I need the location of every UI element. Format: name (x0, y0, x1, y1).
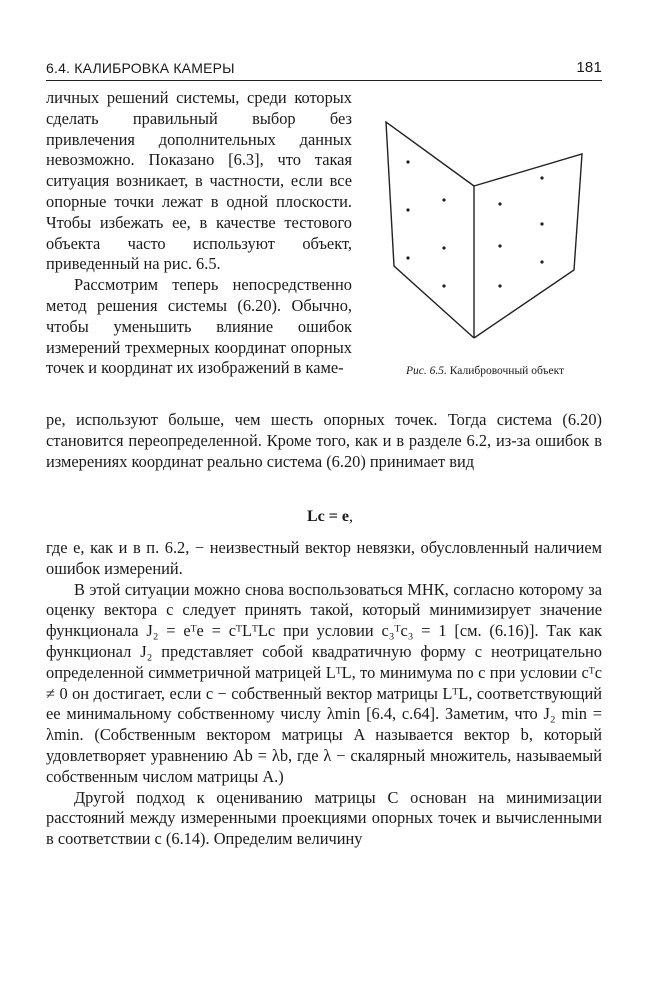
marker-dot (498, 202, 501, 205)
paragraph-1: личных решений системы, среди которых сделать правильный выбор без привлечения дополнительных данных невозможно. Показано [6.3], что такая ситуация возникает, в частности, если все опорные точки лежат в одной плоскости. Чтобы избежать ее, в качестве тестового объекта часто используют объект, приведенный на рис. 6.5. (46, 88, 352, 274)
marker-dot (406, 160, 409, 163)
equation-separator: , (349, 508, 353, 525)
marker-dot (498, 244, 501, 247)
marker-dot (442, 198, 445, 201)
figure-caption (368, 364, 602, 378)
marker-dot (406, 256, 409, 259)
equation-lc-e (0, 508, 660, 526)
figure-caption-label: Рис. 6.5. (405, 365, 447, 377)
calibration-object-figure (368, 106, 608, 356)
paragraph-2-continued-block (46, 410, 602, 472)
marker-dot (442, 284, 445, 287)
paragraph-2: Рассмотрим теперь непосредственно метод решения системы (6.20). Обычно, чтобы уменьшить влияние ошибок измерений трехмерных координат опорных точек и координат их изображений в каме- (46, 275, 352, 378)
paragraph-5: Другой подход к оцениванию матрицы C основан на минимизации расстояний между измеренными проекциями опорных точек и вычисленными в соответствии с (6.14). Определим величину (46, 787, 602, 849)
marker-dot (498, 284, 501, 287)
paragraph-3: где e, как и в п. 6.2, − неизвестный вектор невязки, обусловленный наличием ошибок измерений. (46, 538, 602, 578)
left-column (46, 88, 352, 379)
right-panel-outline (474, 154, 582, 338)
left-panel-outline (386, 122, 474, 338)
page-number: 181 (576, 59, 602, 76)
running-header (46, 58, 602, 81)
marker-dot (406, 208, 409, 211)
paragraph-2-continued: ре, используют больше, чем шесть опорных точек. Тогда система (6.20) становится переопределенной. Кроме того, как и в разделе 6.2, из-за ошибок в измерениях координат реально система (6.20) принимает вид (46, 410, 602, 471)
paragraph-4: В этой ситуации можно снова воспользоваться МНК, согласно которому за оценку вектора c следует принять такой, который минимизирует значение функционала J₂ = eᵀe = cᵀLᵀLc при условии c₃ᵀc₃ = 1 [см. (6.16)]. Так как функционал J₂ представляет собой квадратичную форму с неотрицательно определенной симметричной матрицей LᵀL, то минимума по c при условии cᵀc ≠ 0 он достигает, если c − собственный вектор матрицы LᵀL, соответствующий ее минимальному собственному числу λmin [6.4, с.64]. Заметим, что J₂ min = λmin. (Собственным вектором матрицы A называется вектор b, который удовлетворяет уравнению Ab = λb, где λ − скалярный множитель, называемый собственным числом матрицы A.) (46, 579, 602, 786)
figure-caption-text: Калибровочный объект (449, 365, 565, 377)
marker-dot (540, 176, 543, 179)
marker-dot (442, 246, 445, 249)
marker-dot (540, 222, 543, 225)
marker-dot (540, 260, 543, 263)
equation-text: Lc = e (307, 508, 349, 525)
main-text-block (46, 538, 602, 850)
section-title: 6.4. КАЛИБРОВКА КАМЕРЫ (46, 60, 235, 76)
